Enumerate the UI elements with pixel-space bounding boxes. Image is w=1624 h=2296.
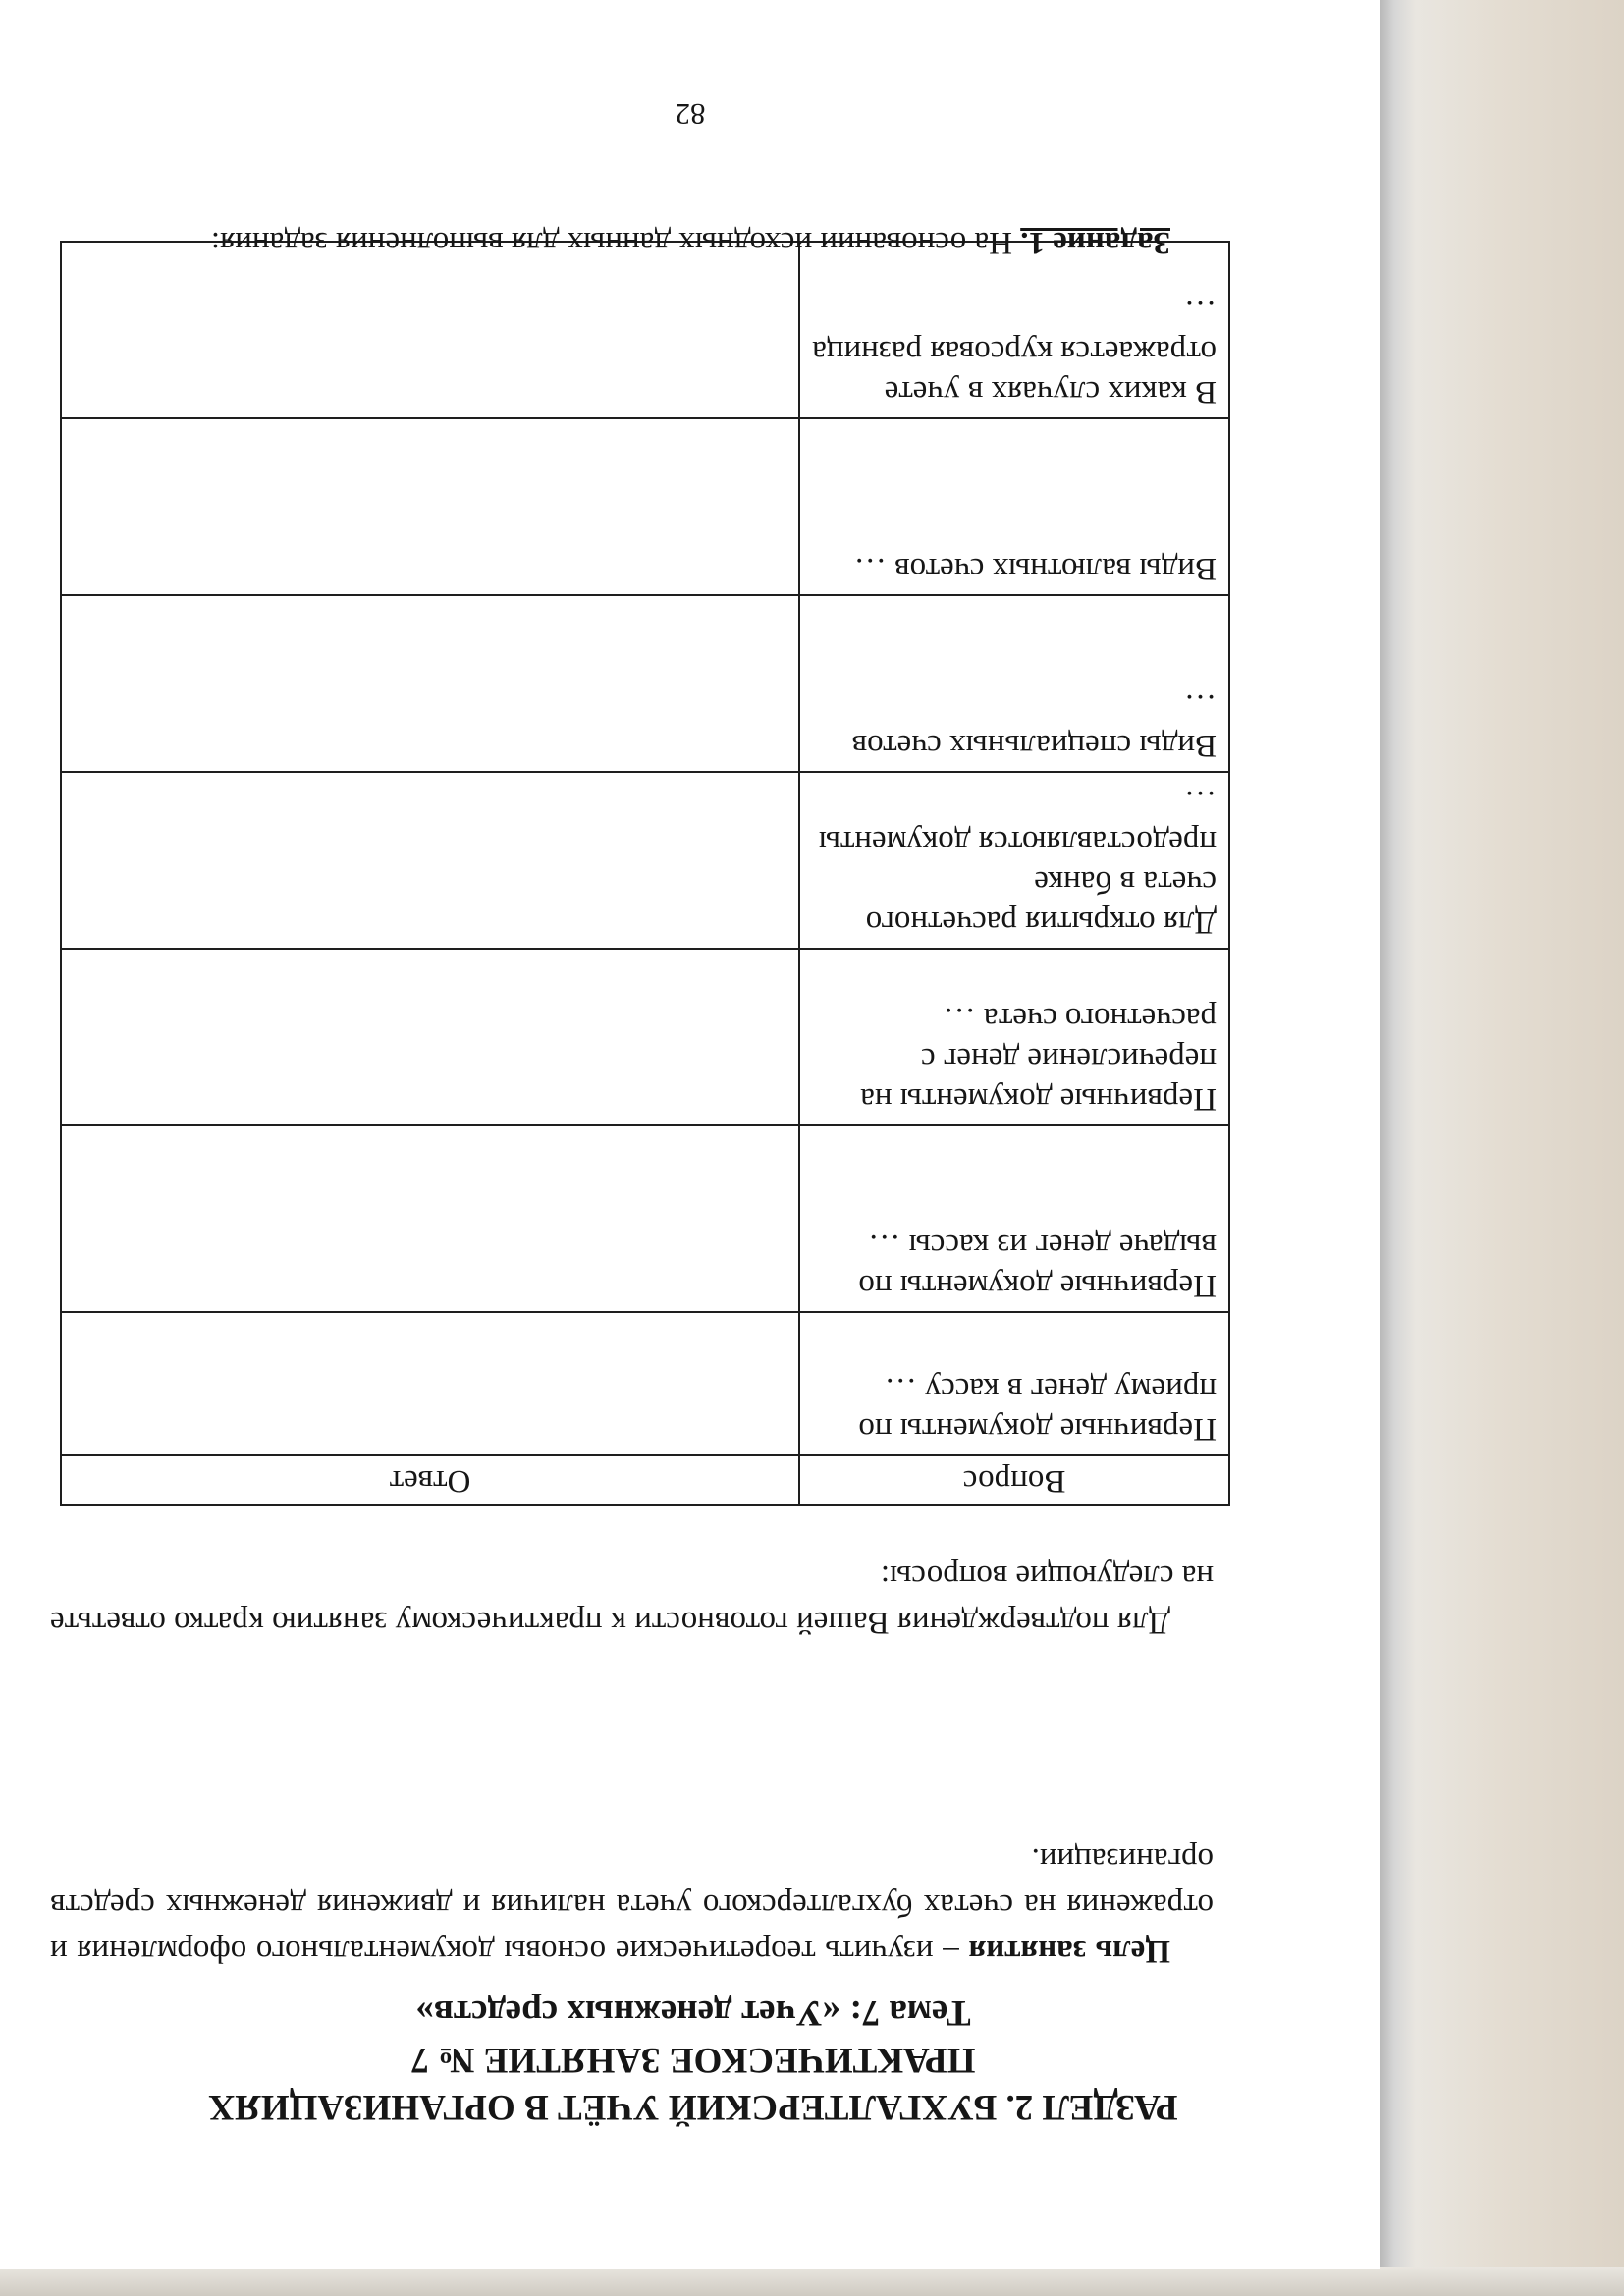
scan-background-edge [1380, 0, 1624, 2296]
question-cell: Первичные документы по выдаче денег из кассы … [799, 1125, 1229, 1312]
lesson-heading: ПРАКТИЧЕСКОЕ ЗАНЯТИЕ № 7 [410, 2040, 976, 2080]
answer-cell[interactable] [61, 949, 799, 1125]
answer-cell[interactable] [61, 595, 799, 772]
task-paragraph [50, 219, 1214, 265]
table-row [61, 1125, 1229, 1312]
intro-paragraph: Для подтверждения Вашей готовности к практическому занятию кратко ответьте на следующие вопросы: [50, 1558, 1214, 1640]
section-heading: РАЗДЕЛ 2. БУХГАЛТЕРСКИЙ УЧЁТ В ОРГАНИЗАЦИЯХ [208, 2087, 1178, 2127]
answer-cell[interactable] [61, 772, 799, 949]
goal-text: – изучить теоретические основы документального оформления и отражения на счетах бухгалтерского учета наличия и движения денежных средств организации. [50, 1841, 1214, 1969]
goal-paragraph [50, 1835, 1214, 1974]
answer-cell[interactable] [61, 1312, 799, 1455]
page-number: 82 [675, 97, 706, 132]
header-question: Вопрос [799, 1455, 1229, 1505]
goal-label: Цель занятия [968, 1934, 1170, 1969]
task-label: Задание 1. [1020, 225, 1170, 260]
answer-cell[interactable] [61, 242, 799, 418]
answer-cell[interactable] [61, 418, 799, 595]
question-cell: Первичные документы по приему денег в кассу … [799, 1312, 1229, 1455]
table-row [61, 772, 1229, 949]
task-text: На основании исходных данных для выполнения задания: [210, 225, 1021, 260]
table-header-row [61, 1455, 1229, 1505]
table-row [61, 418, 1229, 595]
answer-cell[interactable] [61, 1125, 799, 1312]
topic-heading: Тема 7: «Учет денежных средств» [415, 1993, 971, 2033]
header-answer: Ответ [61, 1455, 799, 1505]
question-cell: Для открытия расчетного счета в банке предоставляются документы … [799, 772, 1229, 949]
question-cell: Первичные документы на перечисление денег с расчетного счета … [799, 949, 1229, 1125]
scan-background-bottom [0, 2267, 1624, 2296]
table-row [61, 595, 1229, 772]
question-cell: В каких случаях в учете отражается курсовая разница … [799, 242, 1229, 418]
questions-table [60, 241, 1230, 1506]
table-row [61, 1312, 1229, 1455]
table-row [61, 949, 1229, 1125]
table-row [61, 242, 1229, 418]
question-cell: Виды специальных счетов … [799, 595, 1229, 772]
question-cell: Виды валютных счетов … [799, 418, 1229, 595]
